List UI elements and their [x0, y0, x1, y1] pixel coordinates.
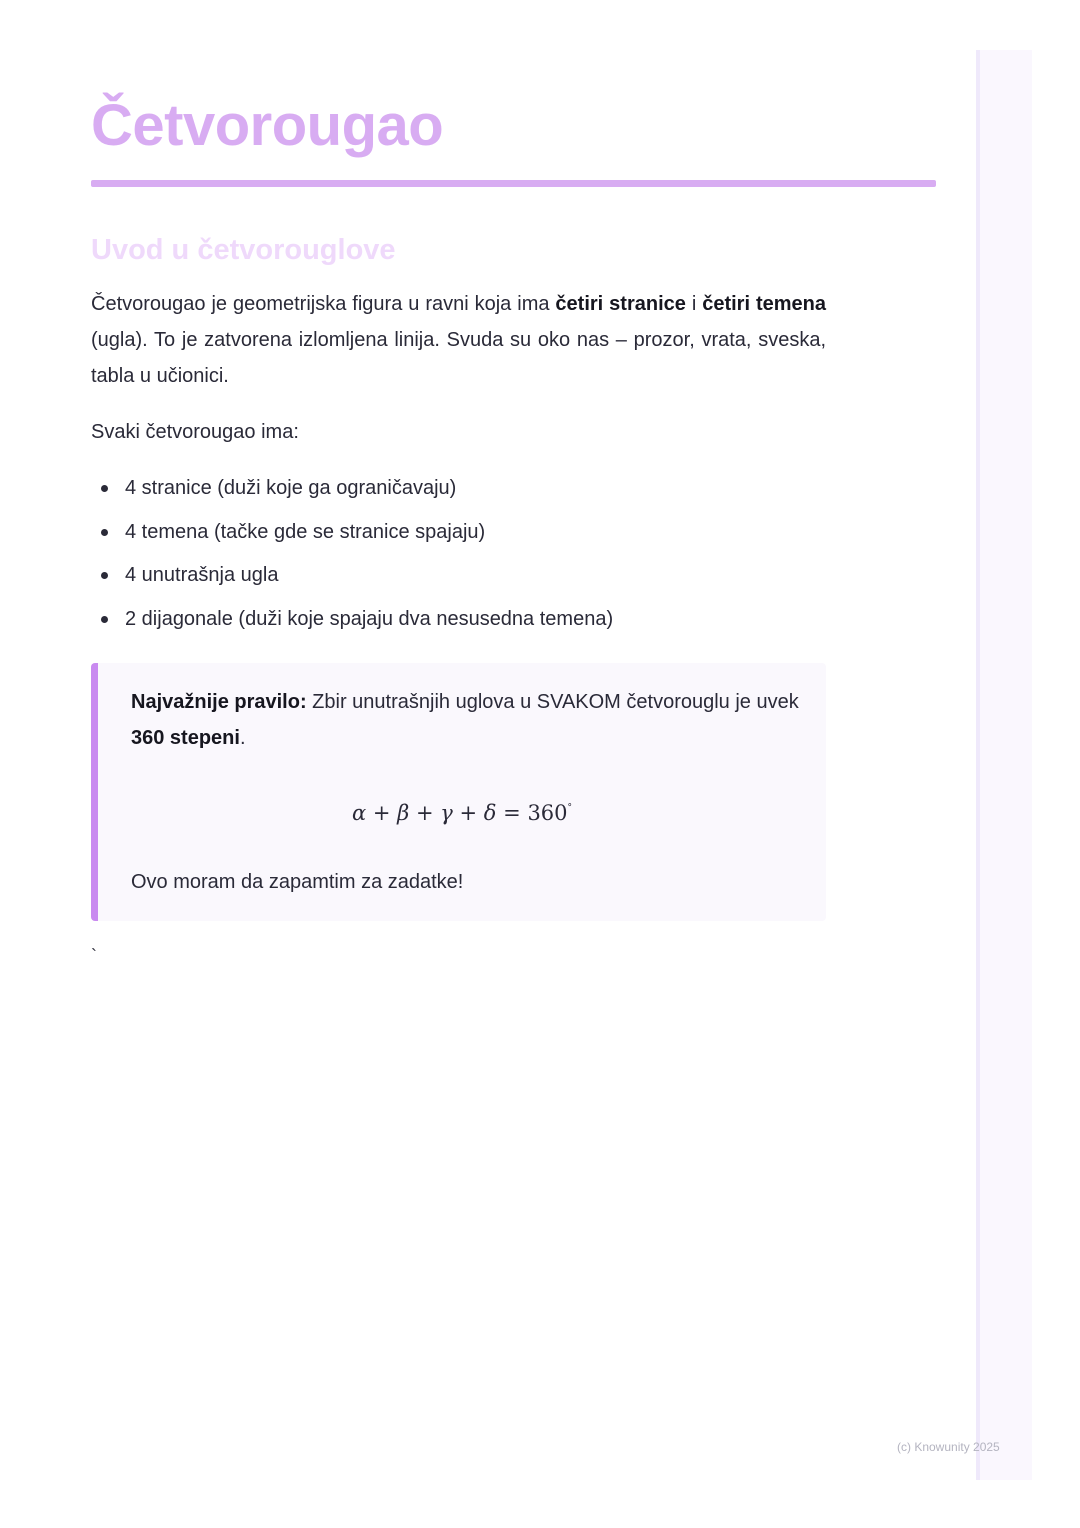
intro-text-3: (ugla). To je zatvorena izlomljena linija. Svuda su oko nas – prozor, vrata, sveska, tabla u učionici.: [91, 329, 826, 387]
formula-value: 360: [527, 801, 568, 825]
formula-equals: =: [503, 801, 521, 825]
list-item-text: 4 unutrašnja ugla: [125, 564, 279, 587]
rule-callout: [91, 663, 826, 921]
formula-beta: β: [397, 801, 410, 825]
angle-sum-formula: [98, 793, 826, 828]
callout-text-2: .: [239, 727, 246, 749]
formula-plus: +: [415, 801, 434, 825]
intro-bold-sides: četiri stranice: [555, 293, 686, 315]
section-heading: Uvod u četvorouglove: [91, 234, 396, 266]
properties-list: [91, 468, 613, 642]
bullet-icon: [101, 572, 108, 579]
page-title: Četvorougao: [91, 93, 444, 158]
callout-label: Najvažnije pravilo:: [131, 691, 307, 713]
intro-bold-vertices: četiri temena: [702, 293, 826, 315]
formula-plus: +: [459, 801, 478, 825]
list-item-text: 4 temena (tačke gde se stranice spajaju): [125, 520, 486, 543]
intro-text-1: Četvorougao je geometrijska figura u ravni koja ima: [91, 293, 556, 315]
copyright-notice: (c) Knowunity 2025: [897, 1440, 1000, 1454]
list-item: [91, 512, 613, 556]
bullet-icon: [101, 485, 108, 492]
side-strip: [976, 50, 1032, 1480]
formula-plus: +: [372, 801, 391, 825]
list-item: [91, 599, 613, 643]
callout-bold-value: 360 stepeni: [131, 727, 240, 749]
formula-delta: δ: [483, 801, 497, 825]
formula-gamma: γ: [440, 801, 453, 825]
list-item: [91, 468, 613, 512]
stray-mark: `: [91, 946, 97, 966]
bullet-icon: [101, 616, 108, 623]
bullet-icon: [101, 529, 108, 536]
callout-footer: Ovo moram da zapamtim za zadatke!: [131, 871, 464, 893]
callout-text-1: Zbir unutrašnjih uglova u SVAKOM četvorouglu je uvek: [306, 691, 799, 713]
list-item-text: 4 stranice (duži koje ga ograničavaju): [125, 477, 457, 499]
formula-alpha: α: [351, 801, 367, 825]
list-lead: Svaki četvorougao ima:: [91, 421, 299, 443]
list-item-text: 2 dijagonale (duži koje spajaju dva nesusedna temena): [125, 607, 614, 630]
callout-text: [131, 684, 811, 756]
formula-degree: °: [567, 803, 573, 813]
title-divider: [91, 180, 936, 187]
list-item: [91, 555, 613, 599]
intro-text-2: i: [685, 293, 703, 315]
intro-paragraph: [91, 286, 826, 394]
